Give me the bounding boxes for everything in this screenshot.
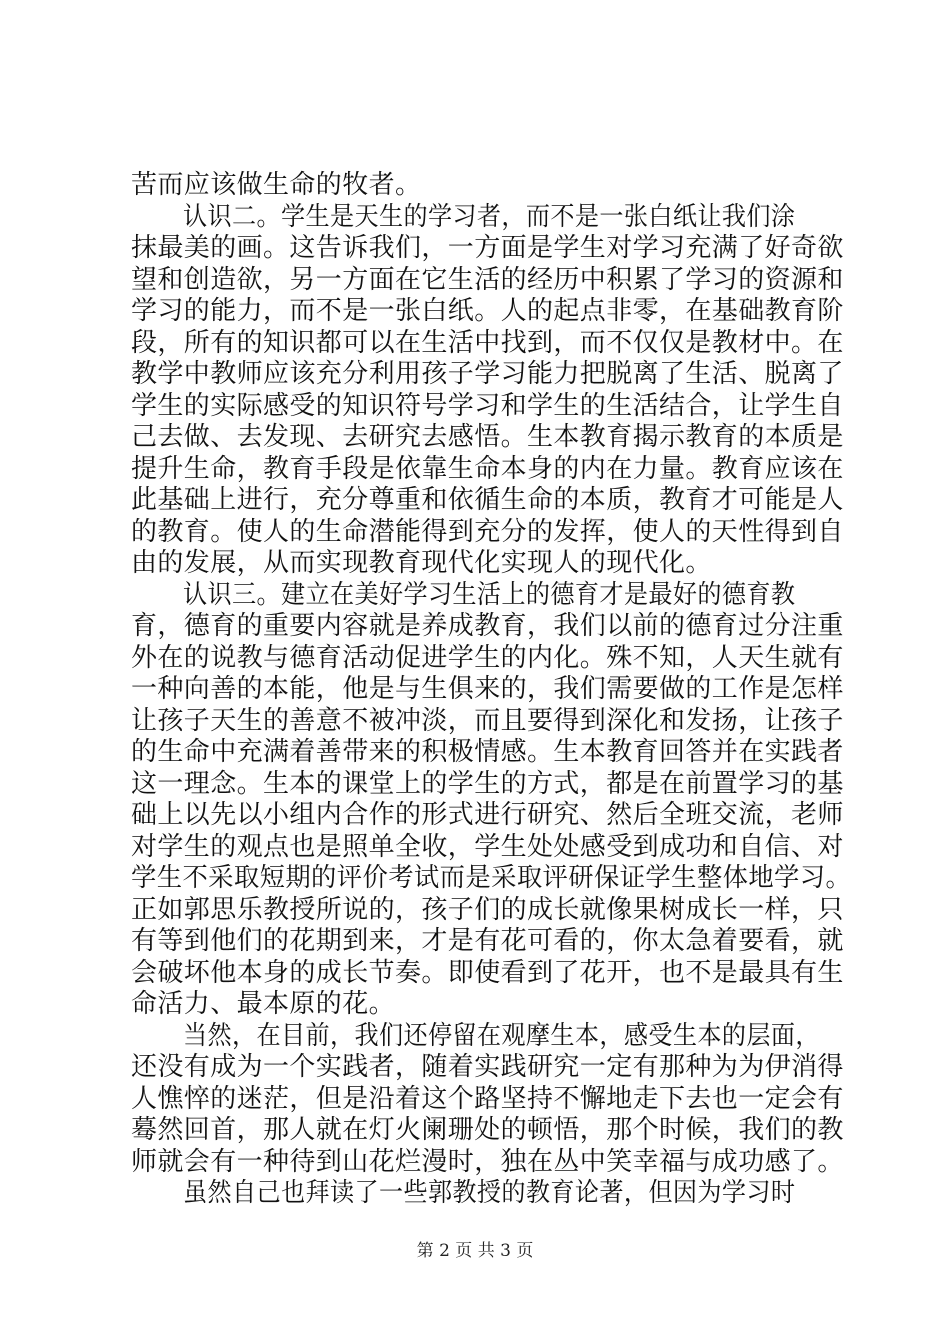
text-line: 会破坏他本身的成长节奏。即使看到了花开，也不是最具有生	[131, 957, 844, 988]
text-line: 蓦然回首，那人就在灯火阑珊处的顿悟，那个时候，我们的教	[131, 1115, 844, 1145]
paragraph-start-line: 当然，在目前，我们还停留在观摩生本，感受生本的层面，	[183, 1020, 820, 1051]
text-line: 的生命中充满着善带来的积极情感。生本教育回答并在实践者	[131, 737, 844, 767]
text-line: 教学中教师应该充分利用孩子学习能力把脱离了生活、脱离了	[131, 359, 844, 389]
text-line: 学生不采取短期的评价考试而是采取评研保证学生整体地学习。	[131, 863, 852, 893]
paragraph-start-line: 认识二。学生是天生的学习者，而不是一张白纸让我们涂	[183, 201, 796, 232]
text-line: 苦而应该做生命的牧者。	[131, 170, 422, 200]
paragraph-start-line: 虽然自己也拜读了一些郭教授的教育论著，但因为学习时	[183, 1178, 796, 1208]
text-line: 命活力、最本原的花。	[131, 989, 396, 1019]
text-line: 人憔悴的迷茫，但是沿着这个路坚持不懈地走下去也一定会有	[131, 1083, 844, 1114]
text-line: 对学生的观点也是照单全收，学生处处感受到成功和自信、对	[131, 831, 844, 862]
text-line: 抹最美的画。这告诉我们，一方面是学生对学习充满了好奇欲	[131, 233, 844, 263]
paragraph-start-line: 认识三。建立在美好学习生活上的德育才是最好的德育教	[183, 579, 796, 610]
text-line: 由的发展，从而实现教育现代化实现人的现代化。	[131, 548, 712, 578]
text-line: 段，所有的知识都可以在生活中找到，而不仅仅是教材中。在	[131, 327, 844, 358]
text-line: 望和创造欲，另一方面在它生活的经历中积累了学习的资源和	[131, 264, 844, 295]
text-line: 此基础上进行，充分尊重和依循生命的本质，教育才可能是人	[131, 485, 844, 515]
text-line: 这一理念。生本的课堂上的学生的方式，都是在前置学习的基	[131, 768, 844, 799]
page-number-footer: 第 2 页 共 3 页	[416, 1241, 534, 1261]
text-line: 让孩子天生的善意不被冲淡，而且要得到深化和发扬，让孩子	[131, 705, 844, 736]
text-line: 有等到他们的花期到来，才是有花可看的，你太急着要看，就	[131, 926, 844, 956]
text-line: 提升生命，教育手段是依靠生命本身的内在力量。教育应该在	[131, 453, 844, 484]
text-line: 己去做、去发现、去研究去感悟。生本教育揭示教育的本质是	[131, 422, 844, 452]
text-line: 学习的能力，而不是一张白纸。人的起点非零，在基础教育阶	[131, 296, 844, 326]
text-line: 师就会有一种待到山花烂漫时，独在丛中笑幸福与成功感了。	[131, 1146, 844, 1177]
text-line: 础上以先以小组内合作的形式进行研究、然后全班交流，老师	[131, 800, 844, 830]
text-line: 学生的实际感受的知识符号学习和学生的生活结合，让学生自	[131, 390, 844, 421]
text-line: 的教育。使人的生命潜能得到充分的发挥，使人的天性得到自	[131, 516, 844, 547]
text-line: 还没有成为一个实践者，随着实践研究一定有那种为为伊消得	[131, 1052, 844, 1082]
text-line: 一种向善的本能，他是与生俱来的，我们需要做的工作是怎样	[131, 674, 844, 704]
text-line: 正如郭思乐教授所说的，孩子们的成长就像果树成长一样，只	[131, 894, 844, 925]
text-line: 育，德育的重要内容就是养成教育，我们以前的德育过分注重	[131, 611, 844, 641]
text-line: 外在的说教与德育活动促进学生的内化。殊不知，人天生就有	[131, 642, 844, 673]
